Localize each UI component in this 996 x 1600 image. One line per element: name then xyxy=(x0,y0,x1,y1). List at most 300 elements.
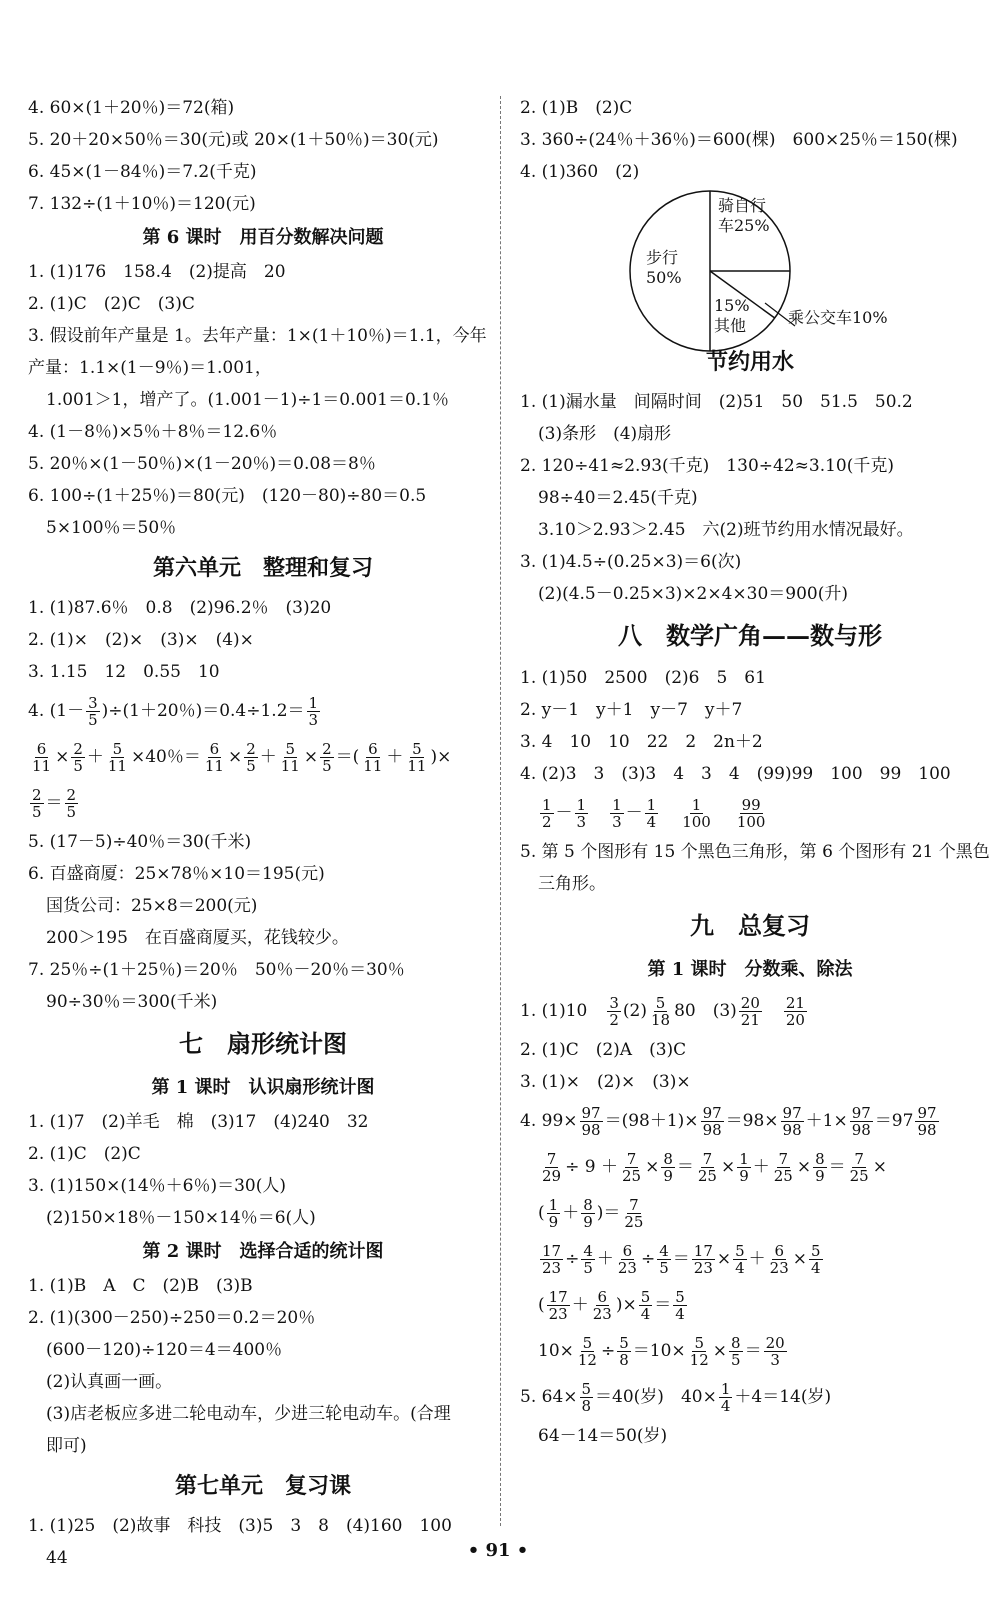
denominator: 5 xyxy=(88,711,98,729)
math-line xyxy=(520,1328,980,1374)
denominator: 12 xyxy=(689,1351,709,1369)
denominator: 25 xyxy=(621,1167,642,1185)
denominator: 23 xyxy=(769,1259,789,1277)
fraction xyxy=(764,1335,787,1369)
numerator: 1 xyxy=(612,795,622,814)
numerator: 2 xyxy=(73,739,83,758)
math-text: )＝ xyxy=(596,1203,621,1223)
pie-label-text: 15% xyxy=(714,296,750,315)
denominator: 29 xyxy=(542,1167,562,1185)
answer-line: 1. (1)B A C (2)B (3)B xyxy=(28,1276,253,1296)
numerator: 1 xyxy=(308,693,319,712)
math-text: ＋1× xyxy=(805,1111,848,1131)
math-text: ×40％＝ xyxy=(130,747,201,767)
fraction xyxy=(575,797,589,831)
fraction xyxy=(244,741,258,775)
numerator: 5 xyxy=(581,1379,592,1398)
fraction xyxy=(580,1105,603,1139)
pie-label-walk xyxy=(646,248,682,288)
answer-line: 2. (1)(300－250)÷250＝0.2＝20％ xyxy=(28,1308,316,1328)
left-column xyxy=(28,92,498,1574)
chapter-heading: 九 总复习 xyxy=(690,911,810,940)
denominator: 25 xyxy=(773,1167,793,1185)
math-text: ÷ xyxy=(600,1341,616,1361)
numerator: 1 xyxy=(548,1195,559,1214)
denominator: 8 xyxy=(619,1351,629,1369)
math-text: ＝ xyxy=(45,793,63,813)
denominator: 5 xyxy=(731,1351,741,1369)
answer-line: 即可) xyxy=(46,1436,87,1456)
answer-line: 3. (1)× (2)× (3)× xyxy=(520,1072,691,1092)
fraction xyxy=(86,695,100,729)
fraction xyxy=(645,797,659,831)
fraction xyxy=(737,1151,751,1185)
math-text: 1. (1)10 xyxy=(520,1001,588,1021)
answer-line: 5×100％＝50％ xyxy=(46,518,177,538)
denominator: 98 xyxy=(851,1121,871,1139)
answer-line: 1. (1)7 (2)羊毛 棉 (3)17 (4)240 32 xyxy=(28,1112,369,1132)
fraction xyxy=(591,1289,614,1323)
math-text: × xyxy=(303,747,319,767)
denominator: 23 xyxy=(592,1305,612,1323)
fraction xyxy=(30,741,53,775)
denominator: 23 xyxy=(617,1259,637,1277)
fraction xyxy=(547,1197,561,1231)
answer-line: 7. 25％÷(1＋25％)＝20％ 50％－20％＝30％ xyxy=(28,960,405,980)
answer-line: 3. 360÷(24％＋36％)＝600(棵) 600×25％＝150(棵) xyxy=(520,130,958,150)
math-text: (2) xyxy=(622,1001,647,1021)
math-text: × xyxy=(55,747,70,767)
math-line xyxy=(520,1236,980,1282)
answer-line: 4. (2)3 3 (3)3 4 3 4 (99)99 100 99 100 xyxy=(520,764,951,784)
math-text: ＝ xyxy=(676,1157,694,1177)
answer-line: (2)认真画一画。 xyxy=(46,1372,173,1392)
math-text: ÷ xyxy=(640,1249,656,1269)
answer-line: 44 xyxy=(46,1548,68,1568)
numerator: 6 xyxy=(209,739,220,758)
fraction xyxy=(610,797,624,831)
fraction xyxy=(540,1243,563,1277)
numerator: 6 xyxy=(774,1241,784,1260)
denominator: 4 xyxy=(640,1305,651,1323)
fraction xyxy=(616,1243,639,1277)
fraction xyxy=(688,1335,711,1369)
denominator: 23 xyxy=(548,1305,568,1323)
denominator: 98 xyxy=(782,1121,802,1139)
answer-line: 64－14＝50(岁) xyxy=(538,1426,668,1446)
numerator: 1 xyxy=(739,1149,749,1168)
denominator: 3 xyxy=(770,1351,780,1369)
fraction xyxy=(915,1105,938,1139)
denominator: 11 xyxy=(280,757,300,775)
denominator: 4 xyxy=(720,1397,731,1415)
answer-line: 90÷30％＝300(千米) xyxy=(46,992,218,1012)
fraction xyxy=(735,797,768,831)
answer-line: 4. 60×(1＋20％)＝72(箱) xyxy=(28,98,235,118)
denominator: 5 xyxy=(659,1259,669,1277)
numerator: 17 xyxy=(548,1287,568,1306)
pie-label-text: 其他 xyxy=(714,316,747,335)
math-text: ＋ xyxy=(596,1249,614,1269)
answer-line: 5. 20％×(1－50％)×(1－20％)＝0.08＝8％ xyxy=(28,454,376,474)
denominator: 98 xyxy=(702,1121,722,1139)
numerator: 1 xyxy=(646,795,657,814)
denominator: 2 xyxy=(609,1011,619,1029)
fraction xyxy=(692,1243,715,1277)
denominator: 5 xyxy=(583,1259,593,1277)
fraction xyxy=(361,741,384,775)
answer-line: 1. (1)50 2500 (2)6 5 61 xyxy=(520,668,766,688)
answer-line: 1. (1)176 158.4 (2)提高 20 xyxy=(28,262,286,282)
answer-line: 1. (1)87.6％ 0.8 (2)96.2％ (3)20 xyxy=(28,598,332,618)
math-line xyxy=(28,780,498,826)
math-text: ＝10× xyxy=(632,1341,686,1361)
column-divider xyxy=(500,96,501,1526)
fraction xyxy=(620,1151,643,1185)
math-text: ＝97 xyxy=(874,1111,914,1131)
fraction xyxy=(607,995,621,1029)
unit-heading: 第七单元 复习课 xyxy=(174,1473,351,1499)
denominator: 2 xyxy=(542,813,552,831)
answer-line: 2. (1)× (2)× (3)× (4)× xyxy=(28,630,254,650)
fraction xyxy=(649,995,672,1029)
fraction xyxy=(547,1289,570,1323)
fraction xyxy=(657,1243,671,1277)
math-text: 80 (3) xyxy=(674,1001,737,1021)
answer-line: 98÷40＝2.45(千克) xyxy=(538,488,698,508)
fraction xyxy=(768,1243,791,1277)
math-text: ＋ xyxy=(86,747,104,767)
answer-line: 5. 第 5 个图形有 15 个黑色三角形，第 6 个图形有 21 个黑色 xyxy=(520,842,990,862)
fraction xyxy=(622,1197,645,1231)
lesson-heading: 第 2 课时 选择合适的统计图 xyxy=(142,1241,384,1262)
chapter-heading-text: 八 数学广角—— xyxy=(618,621,810,650)
numerator: 5 xyxy=(675,1287,685,1306)
fraction xyxy=(850,1105,873,1139)
math-text: 10× xyxy=(538,1341,574,1361)
denominator: 5 xyxy=(246,757,256,775)
numerator: 8 xyxy=(583,1195,593,1214)
denominator: 98 xyxy=(581,1121,601,1139)
numerator: 1 xyxy=(576,795,587,814)
fraction xyxy=(661,1151,675,1185)
numerator: 17 xyxy=(693,1241,713,1260)
numerator: 97 xyxy=(851,1103,871,1122)
math-text: ＝ xyxy=(828,1157,846,1177)
denominator: 9 xyxy=(815,1167,825,1185)
fraction xyxy=(696,1151,719,1185)
fraction xyxy=(639,1289,653,1323)
answer-line: 200＞195 在百盛商厦买，花钱较少。 xyxy=(46,928,349,948)
math-text: ＋ xyxy=(571,1295,589,1315)
fraction xyxy=(65,787,79,821)
numerator: 8 xyxy=(815,1149,825,1168)
denominator: 3 xyxy=(612,813,622,831)
numerator: 3 xyxy=(609,993,619,1012)
denominator: 5 xyxy=(66,803,77,821)
numerator: 7 xyxy=(546,1149,557,1168)
math-text: 4. 99× xyxy=(520,1111,578,1131)
denominator: 11 xyxy=(407,757,427,775)
math-text: ＝98× xyxy=(725,1111,779,1131)
numerator: 7 xyxy=(629,1195,639,1214)
fraction xyxy=(733,1243,747,1277)
denominator: 11 xyxy=(32,757,52,775)
answer-line: 7. 132÷(1＋10％)＝120(元) xyxy=(28,194,256,214)
denominator: 21 xyxy=(740,1011,760,1029)
math-text: × xyxy=(227,747,243,767)
numerator: 5 xyxy=(619,1333,629,1352)
math-line xyxy=(520,1098,980,1144)
fraction xyxy=(580,1381,594,1415)
fraction xyxy=(729,1335,743,1369)
denominator: 9 xyxy=(583,1213,593,1231)
numerator: 20 xyxy=(765,1333,785,1352)
denominator: 4 xyxy=(675,1305,685,1323)
fraction xyxy=(781,1105,804,1139)
numerator: 97 xyxy=(917,1103,937,1122)
answer-line: 2. (1)C (2)C xyxy=(28,1144,141,1164)
pie-label-bus: 乘公交车10% xyxy=(788,308,888,327)
denominator: 3 xyxy=(308,711,319,729)
fraction xyxy=(680,797,713,831)
answer-line: 4. (1)360 (2) xyxy=(520,162,640,182)
fraction xyxy=(581,1197,595,1231)
fraction xyxy=(581,1243,595,1277)
denominator: 5 xyxy=(32,803,42,821)
numerator: 2 xyxy=(32,785,42,804)
denominator: 8 xyxy=(581,1397,592,1415)
math-text: － xyxy=(625,803,643,823)
answer-line: 1. (1)25 (2)故事 科技 (3)5 3 8 (4)160 100 xyxy=(28,1516,452,1536)
section-heading: 节约用水 xyxy=(705,349,794,375)
denominator: 18 xyxy=(650,1011,671,1029)
fraction xyxy=(576,1335,599,1369)
numerator: 21 xyxy=(785,993,805,1012)
numerator: 5 xyxy=(640,1287,651,1306)
chapter-heading-text: 数与形 xyxy=(810,621,882,650)
answer-line: 6. 45×(1－84％)＝7.2(千克) xyxy=(28,162,257,182)
math-line xyxy=(520,1144,980,1190)
pie-label-other xyxy=(714,296,750,336)
math-text: ＝(98＋1)× xyxy=(604,1111,699,1131)
numerator: 2 xyxy=(66,785,77,804)
pie-label-bike xyxy=(718,196,770,236)
answer-line: 6. 100÷(1＋25％)＝80(元) (120－80)÷80＝0.5 xyxy=(28,486,427,506)
pie-chart xyxy=(520,188,980,338)
answer-line: (2)150×18％－150×14％＝6(人) xyxy=(46,1208,316,1228)
answer-line: 6. 百盛商厦：25×78％×10＝195(元) xyxy=(28,864,325,884)
numerator: 20 xyxy=(740,993,760,1012)
fraction xyxy=(617,1335,631,1369)
denominator: 23 xyxy=(542,1259,562,1277)
answer-line: 3.10＞2.93＞2.45 六(2)班节约用水情况最好。 xyxy=(538,520,914,540)
math-line xyxy=(520,1282,980,1328)
answer-line: 1.001＞1，增产了。(1.001－1)÷1＝0.001＝0.1％ xyxy=(46,390,449,410)
fraction xyxy=(279,741,302,775)
math-text: × xyxy=(720,1157,736,1177)
math-line xyxy=(520,1374,980,1420)
math-text: ＋ xyxy=(386,747,404,767)
math-line xyxy=(520,790,980,836)
math-text: ＝ xyxy=(744,1341,762,1361)
pie-label-text: 50% xyxy=(646,268,682,287)
fraction xyxy=(848,1151,871,1185)
answer-line: 4. (1－8％)×5％＋8％＝12.6％ xyxy=(28,422,278,442)
math-text: × xyxy=(872,1157,887,1177)
fraction xyxy=(540,1151,563,1185)
fraction xyxy=(106,741,129,775)
answer-line: (600－120)÷120＝4＝400％ xyxy=(46,1340,283,1360)
fraction xyxy=(784,995,807,1029)
numerator: 5 xyxy=(694,1333,704,1352)
numerator: 99 xyxy=(741,795,761,814)
fraction xyxy=(772,1151,795,1185)
denominator: 12 xyxy=(577,1351,597,1369)
numerator: 5 xyxy=(112,739,123,758)
chapter-heading: 七 扇形统计图 xyxy=(179,1029,347,1058)
math-text: )÷(1＋20％)＝0.4÷1.2＝ xyxy=(101,701,305,721)
denominator: 4 xyxy=(735,1259,745,1277)
answer-line: 三角形。 xyxy=(538,874,606,894)
numerator: 5 xyxy=(582,1333,593,1352)
numerator: 5 xyxy=(412,739,422,758)
math-text: )× xyxy=(615,1295,637,1315)
answer-line: 3. 4 10 10 22 2 2n＋2 xyxy=(520,732,763,752)
answer-line: 3. 假设前年产量是 1。去年产量：1×(1＋10％)＝1.1，今年 xyxy=(28,326,487,346)
math-text: ÷ 9 ＋ xyxy=(565,1157,618,1177)
numerator: 2 xyxy=(246,739,256,758)
numerator: 2 xyxy=(322,739,332,758)
numerator: 4 xyxy=(583,1241,593,1260)
answer-line: 1. (1)漏水量 间隔时间 (2)51 50 51.5 50.2 xyxy=(520,392,913,412)
math-text: ＝ xyxy=(654,1295,672,1315)
fraction xyxy=(540,797,554,831)
math-text: × xyxy=(716,1249,732,1269)
numerator: 6 xyxy=(597,1287,608,1306)
numerator: 97 xyxy=(581,1103,601,1122)
pie-label-text: 步行 xyxy=(646,248,679,267)
denominator: 98 xyxy=(917,1121,937,1139)
fraction xyxy=(30,787,44,821)
page-number: • 91 • xyxy=(467,1540,529,1561)
numerator: 7 xyxy=(854,1149,864,1168)
numerator: 6 xyxy=(622,1241,633,1260)
numerator: 3 xyxy=(88,693,98,712)
answer-line: 国货公司：25×8＝200(元) xyxy=(46,896,258,916)
math-text: ＋ xyxy=(259,747,277,767)
fraction xyxy=(673,1289,687,1323)
denominator: 100 xyxy=(682,813,711,831)
numerator: 7 xyxy=(702,1149,713,1168)
numerator: 7 xyxy=(626,1149,637,1168)
answer-line: 2. (1)B (2)C xyxy=(520,98,633,118)
math-text: ＝40(岁) 40× xyxy=(595,1387,717,1407)
numerator: 8 xyxy=(731,1333,741,1352)
answer-line: 2. 120÷41≈2.93(千克) 130÷42≈3.10(千克) xyxy=(520,456,894,476)
math-text: － xyxy=(555,803,573,823)
pie-label-text: 车25% xyxy=(718,216,770,235)
denominator: 4 xyxy=(646,813,657,831)
numerator: 5 xyxy=(285,739,296,758)
right-column xyxy=(520,92,990,1452)
math-text: × xyxy=(796,1157,812,1177)
fraction xyxy=(203,741,226,775)
answer-line: 2. y－1 y＋1 y－7 y＋7 xyxy=(520,700,743,720)
fraction xyxy=(719,1381,733,1415)
math-text: × xyxy=(792,1249,808,1269)
answer-line: 2. (1)C (2)A (3)C xyxy=(520,1040,687,1060)
numerator: 6 xyxy=(36,739,47,758)
math-line xyxy=(520,1190,980,1236)
answer-line: 3. (1)150×(14％＋6％)＝30(人) xyxy=(28,1176,287,1196)
answer-line: (3)条形 (4)扇形 xyxy=(538,424,672,444)
fraction xyxy=(71,741,85,775)
answer-line: (2)(4.5－0.25×3)×2×4×30＝900(升) xyxy=(538,584,849,604)
numerator: 8 xyxy=(663,1149,673,1168)
math-text: × xyxy=(712,1341,728,1361)
fraction xyxy=(809,1243,823,1277)
numerator: 1 xyxy=(691,795,702,814)
answer-line: 2. (1)C (2)C (3)C xyxy=(28,294,195,314)
denominator: 100 xyxy=(736,813,766,831)
denominator: 4 xyxy=(811,1259,821,1277)
numerator: 5 xyxy=(735,1241,745,1260)
lesson-heading: 第 6 课时 用百分数解决问题 xyxy=(142,227,384,248)
answer-line: 5. 20＋20×50％＝30(元)或 20×(1＋50％)＝30(元) xyxy=(28,130,439,150)
numerator: 5 xyxy=(811,1241,821,1260)
numerator: 6 xyxy=(368,739,378,758)
lesson-heading: 第 1 课时 分数乘、除法 xyxy=(647,959,853,980)
unit-heading: 第六单元 整理和复习 xyxy=(152,555,373,581)
math-text: ＋ xyxy=(562,1203,580,1223)
math-text: 5. 64× xyxy=(520,1387,578,1407)
math-text: ( xyxy=(538,1295,545,1315)
math-text: ( xyxy=(538,1203,545,1223)
denominator: 5 xyxy=(73,757,83,775)
denominator: 11 xyxy=(107,757,127,775)
denominator: 5 xyxy=(322,757,332,775)
math-text: ＋ xyxy=(748,1249,766,1269)
denominator: 25 xyxy=(624,1213,644,1231)
lesson-heading: 第 1 课时 认识扇形统计图 xyxy=(151,1077,375,1098)
fraction xyxy=(307,695,321,729)
math-text: ＝ xyxy=(672,1249,690,1269)
numerator: 97 xyxy=(782,1103,802,1122)
math-text: × xyxy=(645,1157,660,1177)
denominator: 9 xyxy=(739,1167,749,1185)
math-line xyxy=(28,734,498,780)
numerator: 7 xyxy=(778,1149,789,1168)
denominator: 3 xyxy=(576,813,587,831)
math-text: ＝( xyxy=(335,747,360,767)
numerator: 1 xyxy=(542,795,552,814)
denominator: 20 xyxy=(785,1011,805,1029)
numerator: 1 xyxy=(720,1379,731,1398)
denominator: 25 xyxy=(849,1167,869,1185)
numerator: 4 xyxy=(659,1241,669,1260)
denominator: 9 xyxy=(663,1167,673,1185)
pie-label-text: 骑自行 xyxy=(718,196,767,215)
numerator: 97 xyxy=(702,1103,722,1122)
math-line xyxy=(28,688,498,734)
answer-line: 5. (17－5)÷40％＝30(千米) xyxy=(28,832,252,852)
fraction xyxy=(405,741,428,775)
denominator: 25 xyxy=(697,1167,717,1185)
math-text: 4. (1－ xyxy=(28,701,85,721)
answer-line: 3. 1.15 12 0.55 10 xyxy=(28,662,220,682)
fraction xyxy=(813,1151,827,1185)
